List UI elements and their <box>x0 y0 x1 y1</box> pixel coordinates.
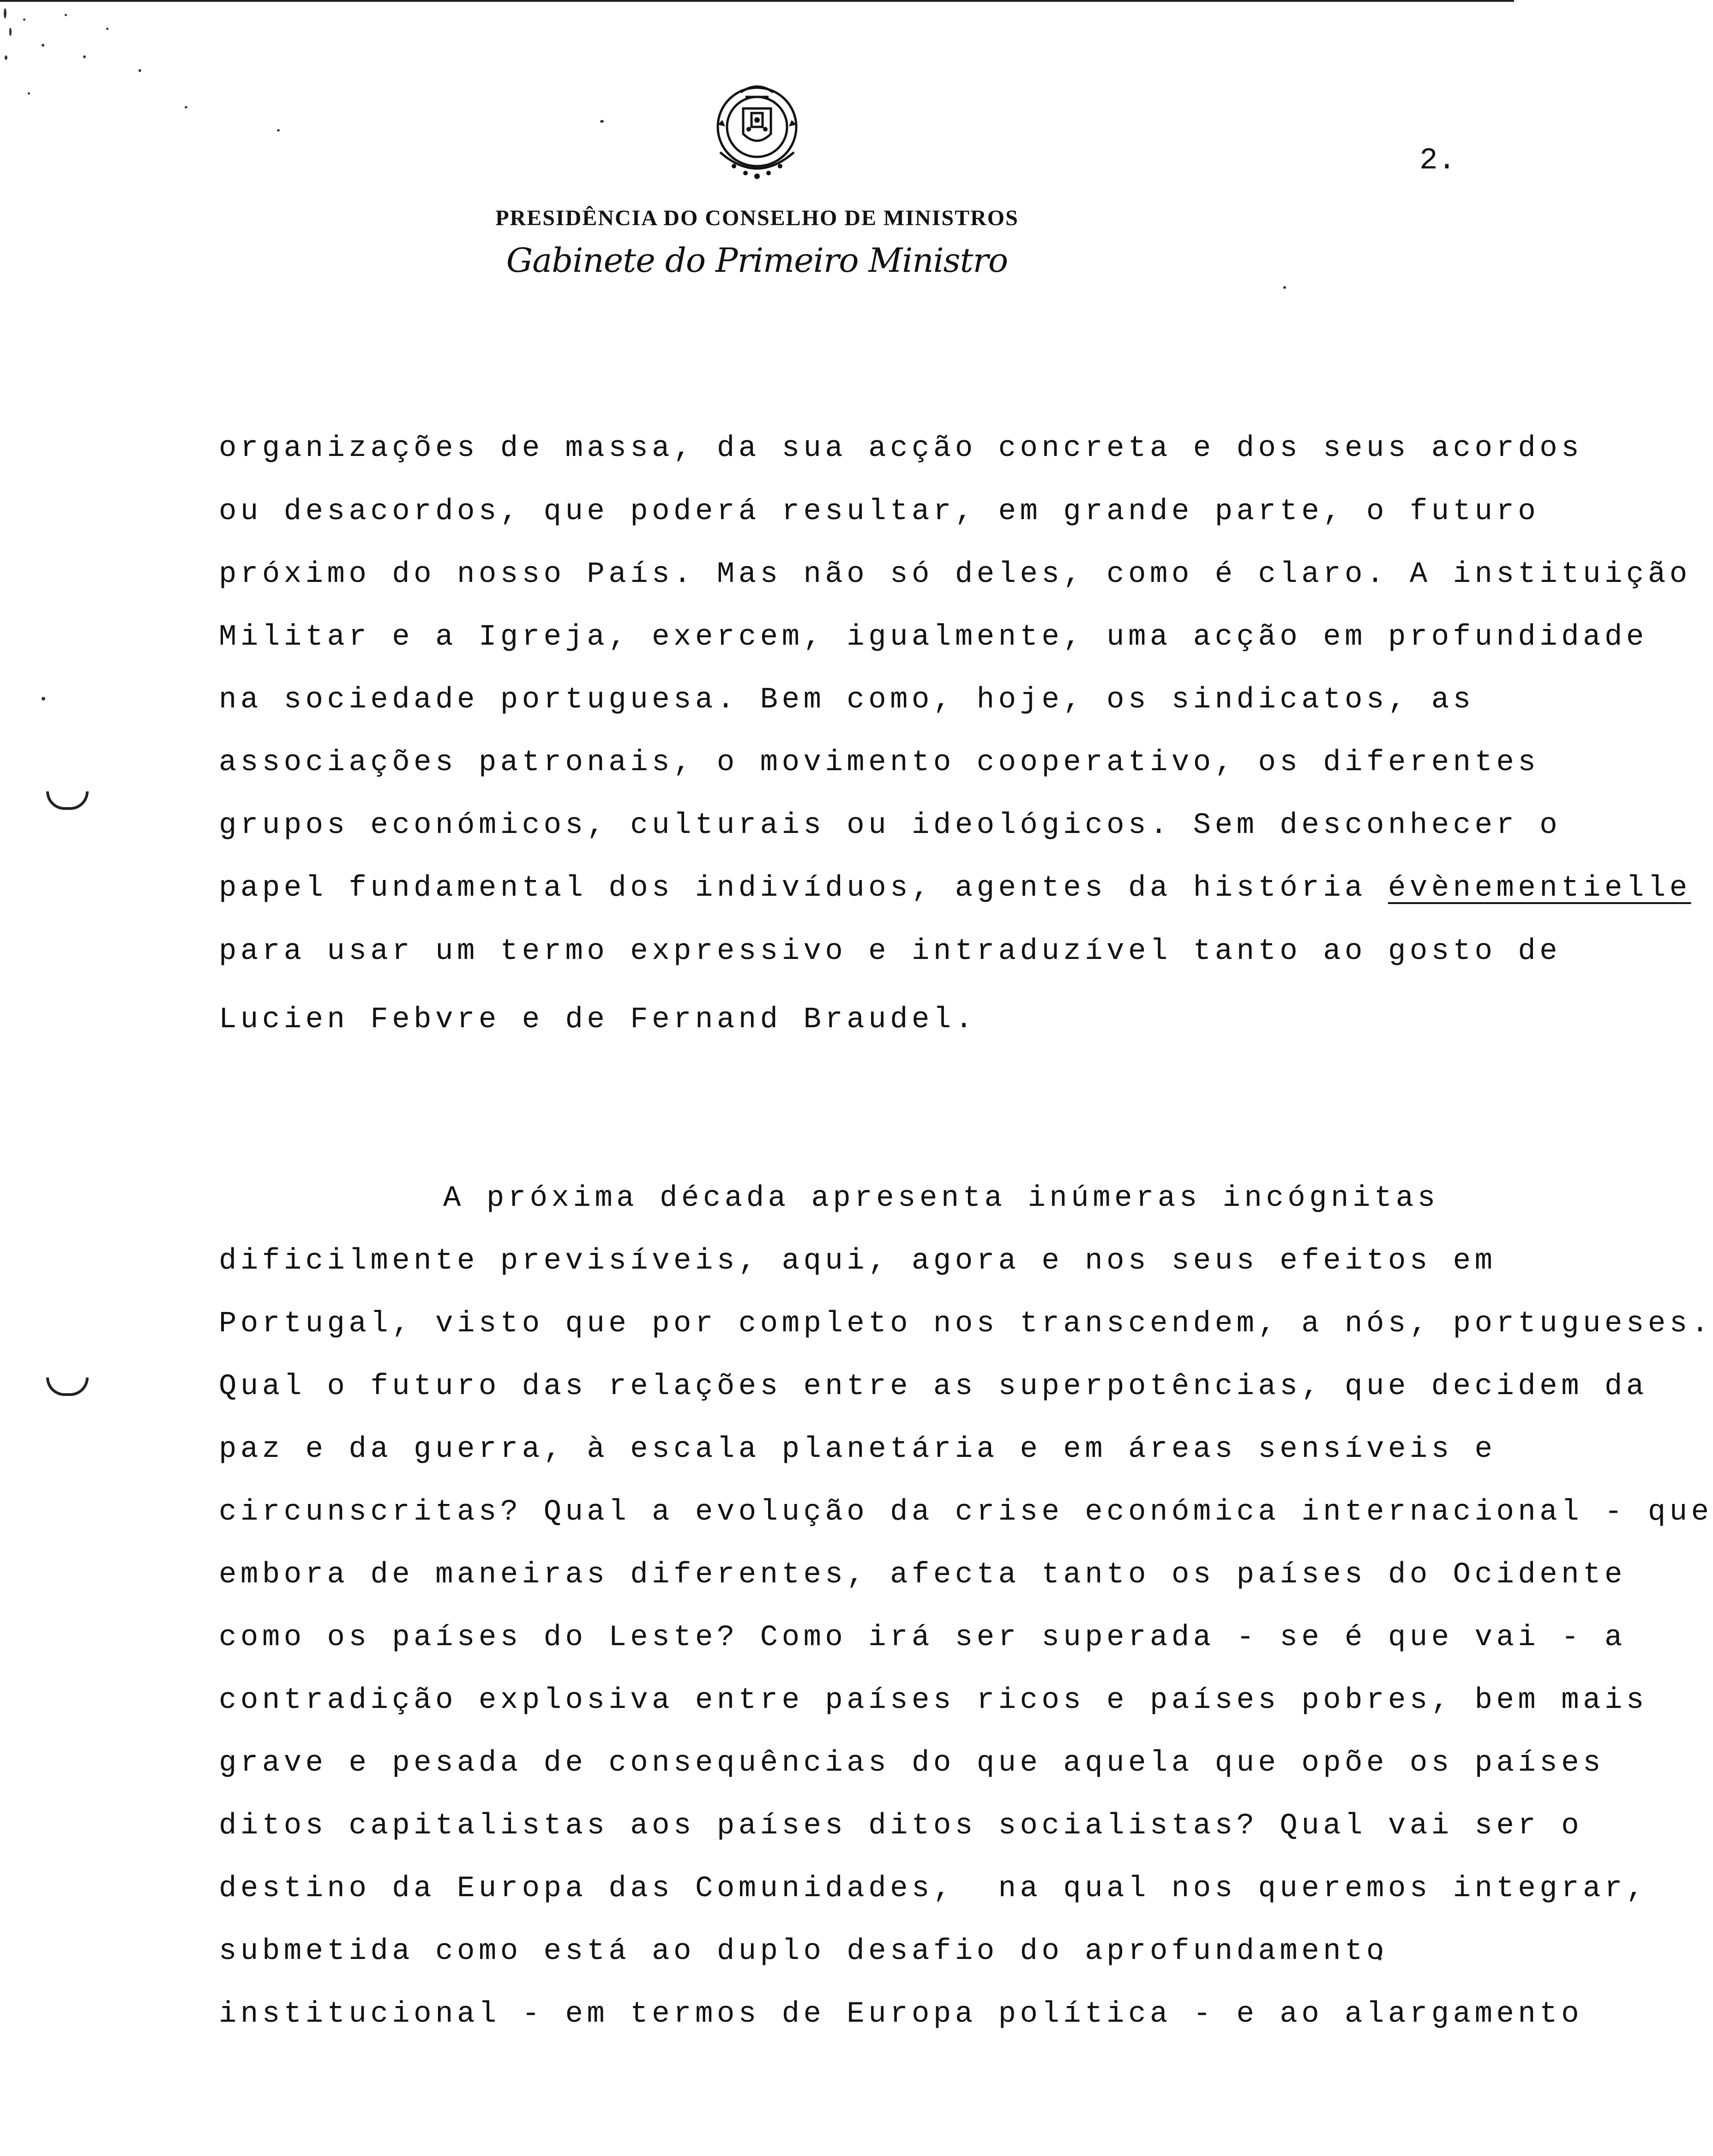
text-line: para usar um termo expressivo e intraduzível tanto ao gosto de <box>219 935 1562 968</box>
text-line: organizações de massa, da sua acção concreta e dos seus acordos <box>219 432 1583 465</box>
underlined-term: évènementielle <box>1388 872 1691 905</box>
page-number: 2. <box>1419 143 1456 178</box>
top-edge-line <box>0 0 1514 2</box>
text-line: ou desacordos, que poderá resultar, em grande parte, o futuro <box>219 495 1540 528</box>
text-line: Qual o futuro das relações entre as superpotências, que decidem da <box>219 1370 1648 1403</box>
text-line: submetida como está ao duplo desafio do aprofundamento <box>219 1935 1388 1968</box>
text-line: contradição explosiva entre países ricos e países pobres, bem mais <box>219 1684 1648 1717</box>
text-line: Portugal, visto que por completo nos transcendem, a nós, portugueses. <box>219 1307 1713 1341</box>
text-line: paz e da guerra, à escala planetária e em áreas sensíveis e <box>219 1433 1497 1466</box>
header-title: PRESIDÊNCIA DO CONSELHO DE MINISTROS <box>495 206 1019 230</box>
text-line: embora de maneiras diferentes, afecta tanto os países do Ocidente <box>219 1558 1626 1592</box>
text-line: grave e pesada de consequências do que aquela que opõe os países <box>219 1747 1605 1780</box>
text-line: na sociedade portuguesa. Bem como, hoje, os sindicatos, as <box>219 683 1475 717</box>
text-line: circunscritas? Qual a evolução da crise económica internacional - que <box>219 1496 1713 1529</box>
text-line: grupos económicos, culturais ou ideológicos. Sem desconhecer o <box>219 809 1562 842</box>
margin-mark <box>46 791 89 810</box>
text-line: institucional - em termos de Europa política - e ao alargamento <box>219 1998 1583 2031</box>
text-line: associações patronais, o movimento cooperativo, os diferentes <box>219 746 1540 779</box>
header-subtitle: Gabinete do Primeiro Ministro <box>506 241 1008 280</box>
text-line: dificilmente previsíveis, aqui, agora e nos seus efeitos em <box>219 1245 1497 1278</box>
text-line: destino da Europa das Comunidades, na qual nos queremos integrar, <box>219 1872 1648 1905</box>
text-line: Lucien Febvre e de Fernand Braudel. <box>219 1003 977 1036</box>
margin-mark <box>46 1377 89 1396</box>
coat-of-arms-emblem <box>702 78 812 194</box>
text-line: como os países do Leste? Como irá ser superada - se é que vai - a <box>219 1621 1626 1654</box>
text-line: Militar e a Igreja, exercem, igualmente, uma acção em profundidade <box>219 621 1648 654</box>
text-segment: papel fundamental dos indivíduos, agentes da história <box>219 872 1388 905</box>
text-line <box>219 874 1691 903</box>
text-line: ditos capitalistas aos países ditos socialistas? Qual vai ser o <box>219 1809 1583 1843</box>
text-line: próximo do nosso País. Mas não só deles, como é claro. A instituição <box>219 558 1691 591</box>
text-line: A próxima década apresenta inúmeras incógnitas <box>443 1182 1439 1215</box>
